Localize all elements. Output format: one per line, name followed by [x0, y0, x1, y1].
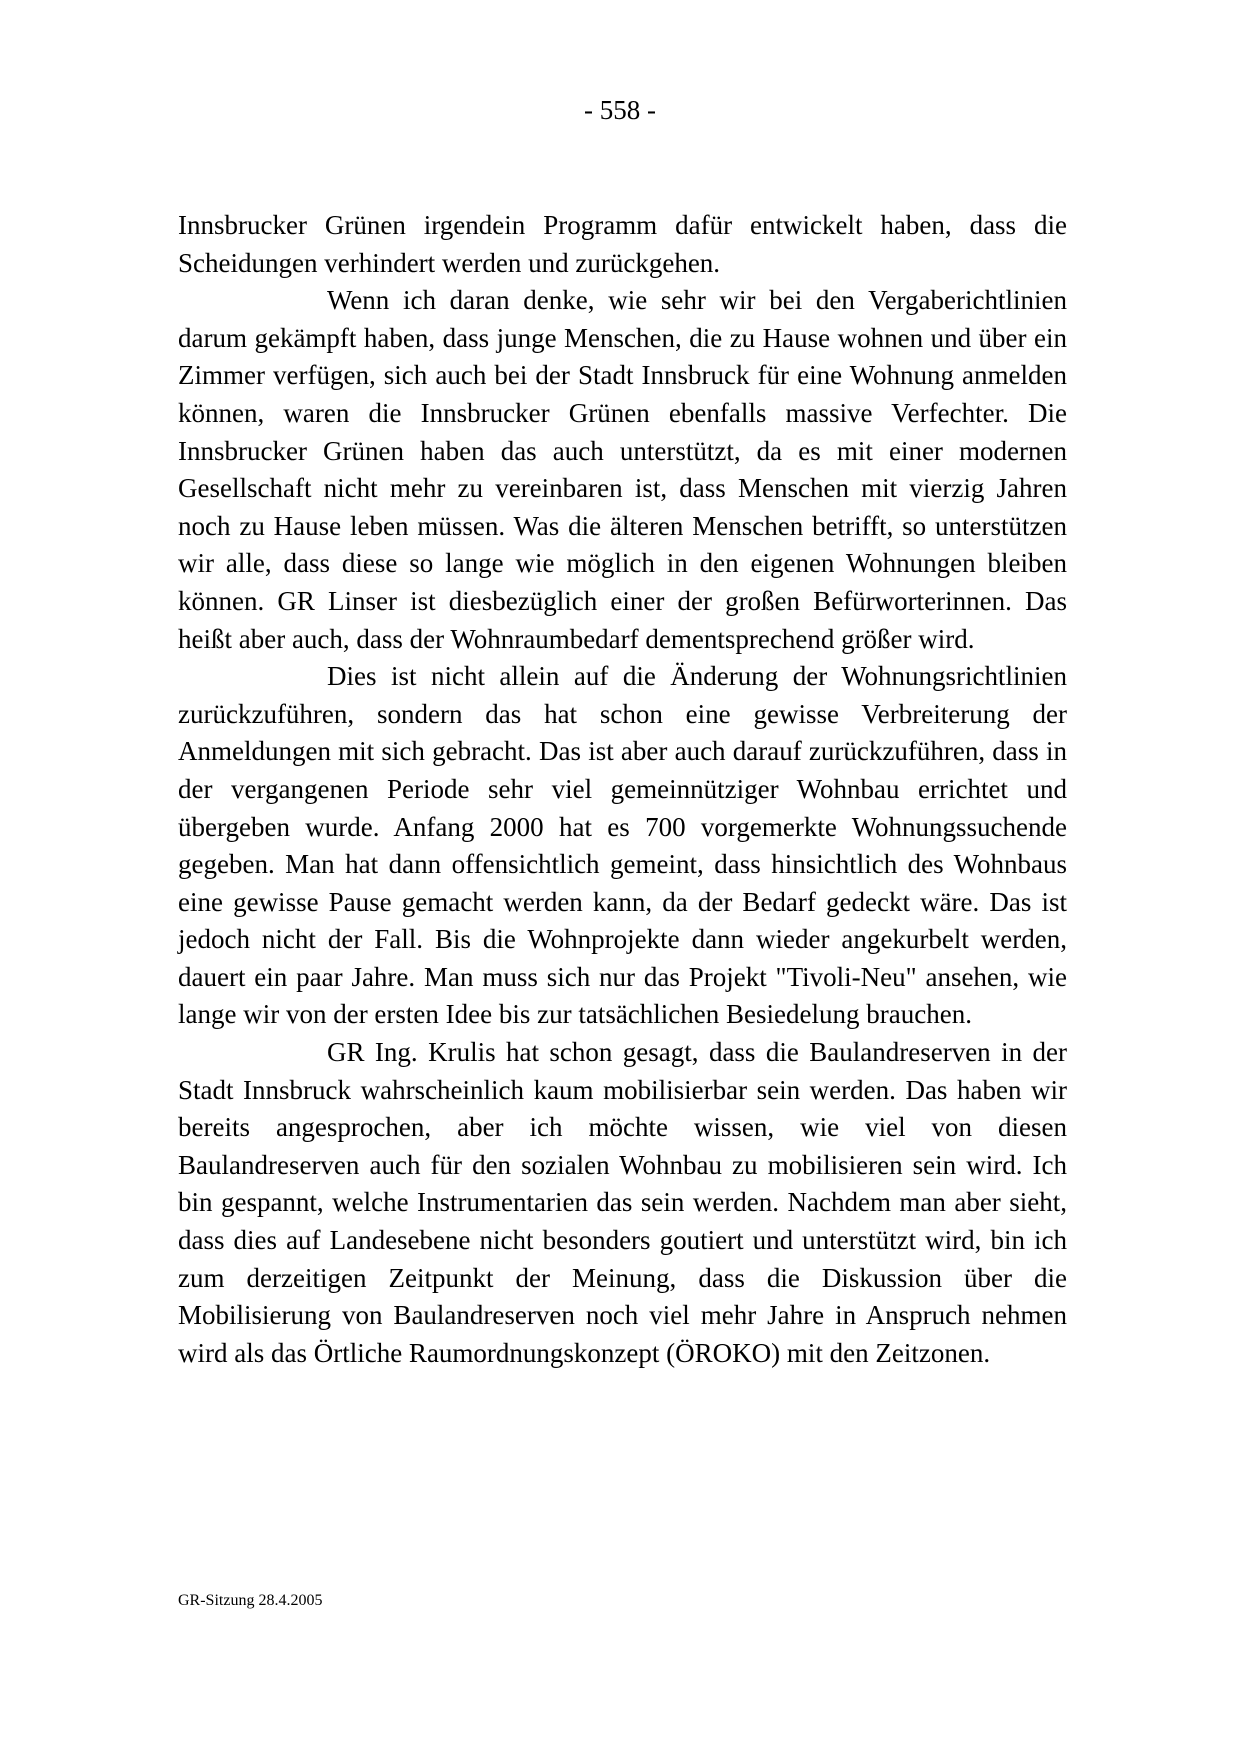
- page-number: - 558 -: [584, 95, 656, 125]
- body-text: [178, 207, 1067, 1372]
- paragraph: Wenn ich daran denke, wie sehr wir bei den Vergaberichtlinien darum gekämpft haben, dass junge Menschen, die zu Hause wohnen und über ein Zimmer verfügen, sich auch bei der Stadt Innsbruck für eine Wohnung anmelden können, waren die Innsbrucker Grünen ebenfalls massive Verfechter. Die Innsbrucker Grünen haben das auch unterstützt, da es mit einer modernen Gesellschaft nicht mehr zu vereinbaren ist, dass Menschen mit vierzig Jahren noch zu Hause leben müssen. Was die älteren Menschen betrifft, so unterstützen wir alle, dass diese so lange wie möglich in den eigenen Wohnungen bleiben können. GR Linser ist diesbezüglich einer der großen Befürworterinnen. Das heißt aber auch, dass der Wohnraumbedarf dementsprechend größer wird.: [178, 285, 1067, 654]
- paragraph-continuation: Innsbrucker Grünen irgendein Programm dafür entwickelt haben, dass die Scheidungen verhindert werden und zurückgehen.: [178, 210, 1067, 278]
- footer-session-date: GR-Sitzung 28.4.2005: [178, 1592, 323, 1609]
- paragraph: GR Ing. Krulis hat schon gesagt, dass die Baulandreserven in der Stadt Innsbruck wahrscheinlich kaum mobilisierbar sein werden. Das haben wir bereits angesprochen, aber ich möchte wissen, wie viel von diesen Baulandreserven auch für den sozialen Wohnbau zu mobilisieren sein wird. Ich bin gespannt, welche Instrumentarien das sein werden. Nachdem man aber sieht, dass dies auf Landesebene nicht besonders goutiert und unterstützt wird, bin ich zum derzeitigen Zeitpunkt der Meinung, dass die Diskussion über die Mobilisierung von Baulandreserven noch viel mehr Jahre in Anspruch nehmen wird als das Örtliche Raumordnungskonzept (ÖROKO) mit den Zeitzonen.: [178, 1037, 1067, 1368]
- paragraph: Dies ist nicht allein auf die Änderung der Wohnungsrichtlinien zurückzuführen, sondern das hat schon eine gewisse Verbreiterung der Anmeldungen mit sich gebracht. Das ist aber auch darauf zurückzuführen, dass in der vergangenen Periode sehr viel gemeinnütziger Wohnbau errichtet und übergeben wurde. Anfang 2000 hat es 700 vorgemerkte Wohnungssuchende gegeben. Man hat dann offensichtlich gemeint, dass hinsichtlich des Wohnbaus eine gewisse Pause gemacht werden kann, da der Bedarf gedeckt wäre. Das ist jedoch nicht der Fall. Bis die Wohnprojekte dann wieder angekurbelt werden, dauert ein paar Jahre. Man muss sich nur das Projekt "Tivoli-Neu" ansehen, wie lange wir von der ersten Idee bis zur tatsächlichen Besiedelung brauchen.: [178, 661, 1067, 1030]
